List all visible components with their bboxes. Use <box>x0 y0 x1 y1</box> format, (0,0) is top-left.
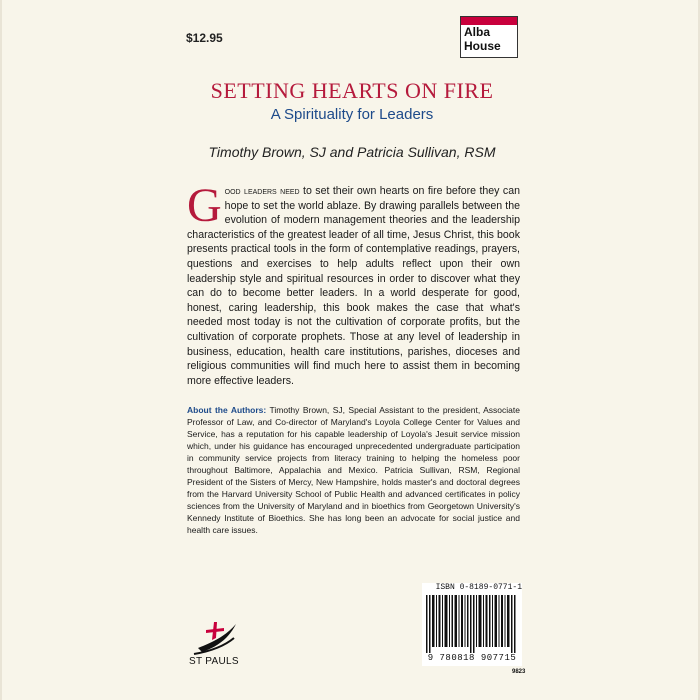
blurb-lead: ood leaders need <box>224 185 300 197</box>
book-authors: Timothy Brown, SJ and Patricia Sullivan, RSM <box>208 144 496 160</box>
barcode-icon <box>426 595 518 653</box>
book-subtitle: A Spirituality for Leaders <box>270 106 434 123</box>
blurb-text: to set their own hearts on fire before they can hope to set the world ablaze. By drawing parallels between the evolution of modern management theories and the leadership characteristics of the greatest leader of all time, Jesus Christ, this book presents practical tools in the form of contemplative readings, prayers, questions and exercises to help adults reflect upon their own leadership style and spiritual resources in order to discover what they can do to become better leaders. In a world desperate for good, honest, caring leadership, this book makes the case that what's needed most today is not the cultivation of corporate profits, but the cultivation of corporate prophets. Those at any level of leadership in business, education, health care institutions, parishes, dioceses and religious communities will find much here to assist them in becoming more effective leaders. <box>187 185 520 387</box>
barcode-area <box>422 583 522 666</box>
print-code: 9823 <box>512 669 526 675</box>
alba-house-logo <box>460 16 518 58</box>
imprint-name: ST PAULS <box>189 656 239 667</box>
about-authors-text: Timothy Brown, SJ, Special Assistant to the president, Associate Professor of Law, and Co-director of Maryland's Loyola College Center for Values and Service, has a reputation for his capable leadership of Loyola's Jesuit service mission which, under his guidance has encouraged unprecedented undergraduate participation in community service projects from literacy training to helping the homeless poor throughout Baltimore, Appalachia and Mexico. Patricia Sullivan, RSM, Regional President of the Sisters of Mercy, New Hampshire, holds master's and doctoral degrees from the Harvard University School of Public Health and advanced certificates in policy sciences from the University of Maryland and in bioethics from Georgetown University's Kennedy Institute of Bioethics. She has long been an advocate for social justice and health care issues. <box>187 405 520 535</box>
about-authors <box>187 404 520 536</box>
logo-line-2: House <box>464 39 501 53</box>
isbn-label: ISBN 0-8189-0771-1 <box>435 583 522 592</box>
about-authors-label: About the Authors: <box>187 405 267 415</box>
drop-cap: G <box>187 179 222 232</box>
logo-accent-bar <box>461 17 517 25</box>
st-pauls-logo-icon <box>192 618 240 661</box>
price-label: $12.95 <box>186 31 223 45</box>
book-blurb <box>187 179 520 388</box>
logo-line-1: Alba <box>464 25 491 39</box>
barcode-digits: 9 780818 907715 <box>427 653 517 663</box>
book-title: SETTING HEARTS ON FIRE <box>210 78 494 103</box>
